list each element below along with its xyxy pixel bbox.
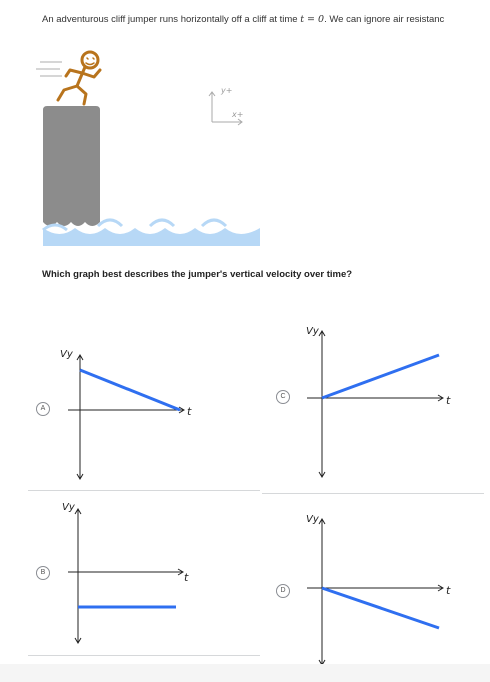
- graph-c-y-label: Vy: [306, 326, 319, 337]
- divider-right: [262, 493, 484, 494]
- intro-text: An adventurous cliff jumper runs horizontally off a cliff at time: [42, 14, 298, 25]
- divider-bottom: [28, 655, 260, 656]
- graph-b: [28, 500, 260, 650]
- bottom-bar: [0, 664, 490, 682]
- question-text: Which graph best describes the jumper's vertical velocity over time?: [42, 269, 353, 280]
- radio-a[interactable]: A: [36, 402, 50, 416]
- scene-y-label: y+: [221, 86, 233, 95]
- cliff-scene-illustration: [0, 40, 280, 255]
- graph-a-y-label: Vy: [60, 349, 73, 360]
- graph-b-x-label: t: [184, 571, 189, 584]
- scene-x-label: x+: [232, 110, 244, 119]
- graph-b-y-label: Vy: [62, 502, 75, 513]
- choice-b[interactable]: [28, 500, 260, 650]
- intro-rest: . We can ignore air resistanc: [324, 14, 445, 25]
- graph-d-x-label: t: [446, 584, 451, 597]
- intro-math: t = 0: [300, 14, 325, 25]
- radio-c[interactable]: C: [276, 390, 290, 404]
- water: [43, 228, 260, 246]
- radio-b[interactable]: B: [36, 566, 50, 580]
- axes-indicator: [209, 92, 242, 125]
- graph-d: [262, 506, 484, 664]
- jumper-figure: [58, 52, 100, 104]
- graph-d-line: [322, 588, 439, 628]
- speed-lines: [36, 62, 62, 76]
- graph-a-line: [80, 370, 180, 410]
- graph-a-x-label: t: [187, 405, 192, 418]
- problem-intro: [42, 14, 490, 25]
- graph-a: [28, 340, 260, 490]
- radio-d[interactable]: D: [276, 584, 290, 598]
- cliff: [43, 106, 100, 226]
- choice-d[interactable]: [262, 506, 484, 664]
- graph-d-y-label: Vy: [306, 514, 319, 525]
- graph-c-x-label: t: [446, 394, 451, 407]
- divider-left: [28, 490, 260, 491]
- choice-c[interactable]: [262, 318, 484, 490]
- graph-c: [262, 318, 484, 490]
- choice-a[interactable]: [28, 340, 260, 490]
- graph-c-line: [322, 355, 439, 398]
